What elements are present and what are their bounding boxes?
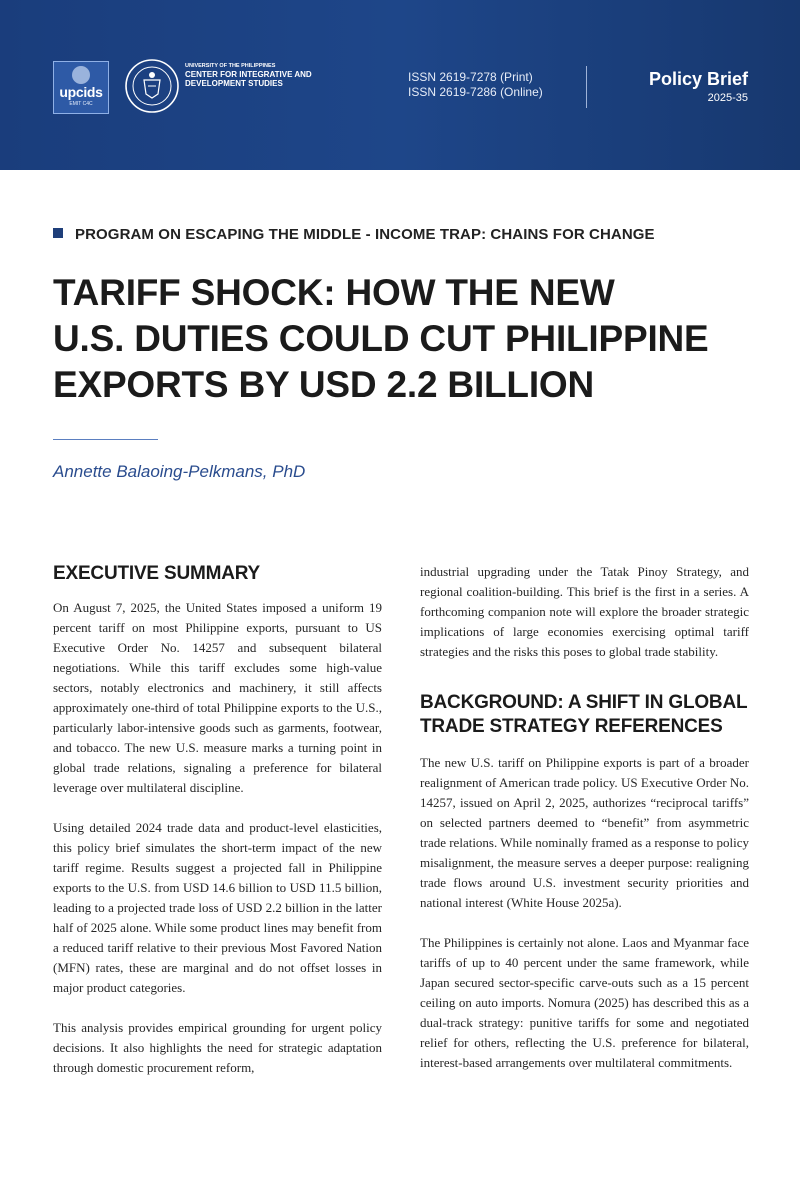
header-band [0, 0, 800, 170]
title-line: EXPORTS BY USD 2.2 BILLION [53, 364, 595, 405]
paragraph: industrial upgrading under the Tatak Pinoy Strategy, and regional coalition-building. This brief is the first in a series. A forthcoming companion note will explore the broader strategic implications of large economies exercising optimal tariff strategies and the risks this poses to global trade stability. [420, 564, 749, 659]
doc-type: Policy Brief [648, 69, 748, 89]
logo-subtext: EMIT C4C [69, 101, 93, 107]
paragraph: The Philippines is certainly not alone. Laos and Myanmar face tariffs of up to 40 percent under the same framework, while Japan secured sector-specific carve-outs such as a 15 percent ceiling on auto imports. Nomura (2025) has described this as a dual-track strategy: punitive tariffs for some and negotiated relief for others, reflecting the U.S. preference for bilateral, interest-based arrangements over multilateral commitments. [420, 935, 749, 1070]
title-underline [53, 439, 158, 440]
doc-label [649, 68, 748, 106]
background-heading [420, 691, 749, 739]
heading-line: TRADE STRATEGY REFERENCES [420, 716, 723, 737]
square-bullet-icon [53, 228, 63, 238]
title-line: U.S. DUTIES COULD CUT PHILIPPINE [53, 318, 709, 359]
university-name: UNIVERSITY OF THE PHILIPPINES [185, 63, 276, 69]
author: Annette Balaoing-Pelkmans, PhD [53, 462, 306, 481]
paragraph: Using detailed 2024 trade data and product-level elasticities, this policy brief simulates the short-term impact of the new tariff regime. Results suggest a projected fall in Philippine exports to the U.S. from USD 14.6 billion to USD 11.5 billion, leading to a projected trade loss of USD 2.2 billion in the latter half of 2025 alone. While some product lines may benefit from a reduced tariff relative to their previous Most Favored Nation (MFN) rates, these are marginal and do not offset losses in major product categories. [53, 820, 382, 995]
issn-print: ISSN 2619-7278 (Print) [408, 70, 533, 84]
logo-text: upcids [59, 84, 103, 100]
header-divider [586, 66, 587, 108]
program-name: PROGRAM ON ESCAPING THE MIDDLE - INCOME TRAP: CHAINS FOR CHANGE [75, 226, 655, 243]
paragraph: The new U.S. tariff on Philippine exports is part of a broader realignment of American trade policy. US Executive Order No. 14257, issued on April 2, 2025, authorizes “reciprocal tariffs” on selected partners deemed to “benefit” from asymmetric trade relations. While nominally framed as a response to policy misalignment, the measure serves a deeper purpose: realigning trade flows around U.S. investment security priorities and national interest (White House 2025a). [420, 755, 749, 910]
executive-summary-heading: EXECUTIVE SUMMARY [53, 563, 261, 584]
left-column [53, 562, 382, 1078]
paragraph: This analysis provides empirical grounding for urgent policy decisions. It also highlights the need for strategic adaptation through domestic procurement reform, [53, 1020, 382, 1075]
title-line: TARIFF SHOCK: HOW THE NEW [53, 272, 615, 313]
page-title [53, 270, 753, 408]
emblem-icon [72, 66, 90, 84]
right-column [420, 562, 749, 1073]
upcids-logo [53, 61, 109, 114]
university-seal-icon [124, 58, 180, 114]
center-name-block [185, 63, 325, 88]
program-line [53, 226, 655, 243]
issn-block [408, 70, 543, 100]
center-name: CENTER FOR INTEGRATIVE AND DEVELOPMENT STUDIES [185, 70, 312, 88]
heading-line: BACKGROUND: A SHIFT IN GLOBAL [420, 692, 748, 713]
doc-number: 2025-35 [707, 92, 748, 104]
issn-online: ISSN 2619-7286 (Online) [408, 85, 543, 99]
paragraph: On August 7, 2025, the United States imposed a uniform 19 percent tariff on most Philippine exports, pursuant to US Executive Order No. 14257 and subsequent bilateral negotiations. While this tariff excludes some high-value sectors, notably electronics and machinery, it still affects approximately one-third of total Philippine exports to the U.S., particularly labor-intensive goods such as garments, footwear, and tobacco. The new U.S. measure marks a turning point in global trade relations, signaling a preference for bilateral leverage over multilateral discipline. [53, 600, 382, 795]
